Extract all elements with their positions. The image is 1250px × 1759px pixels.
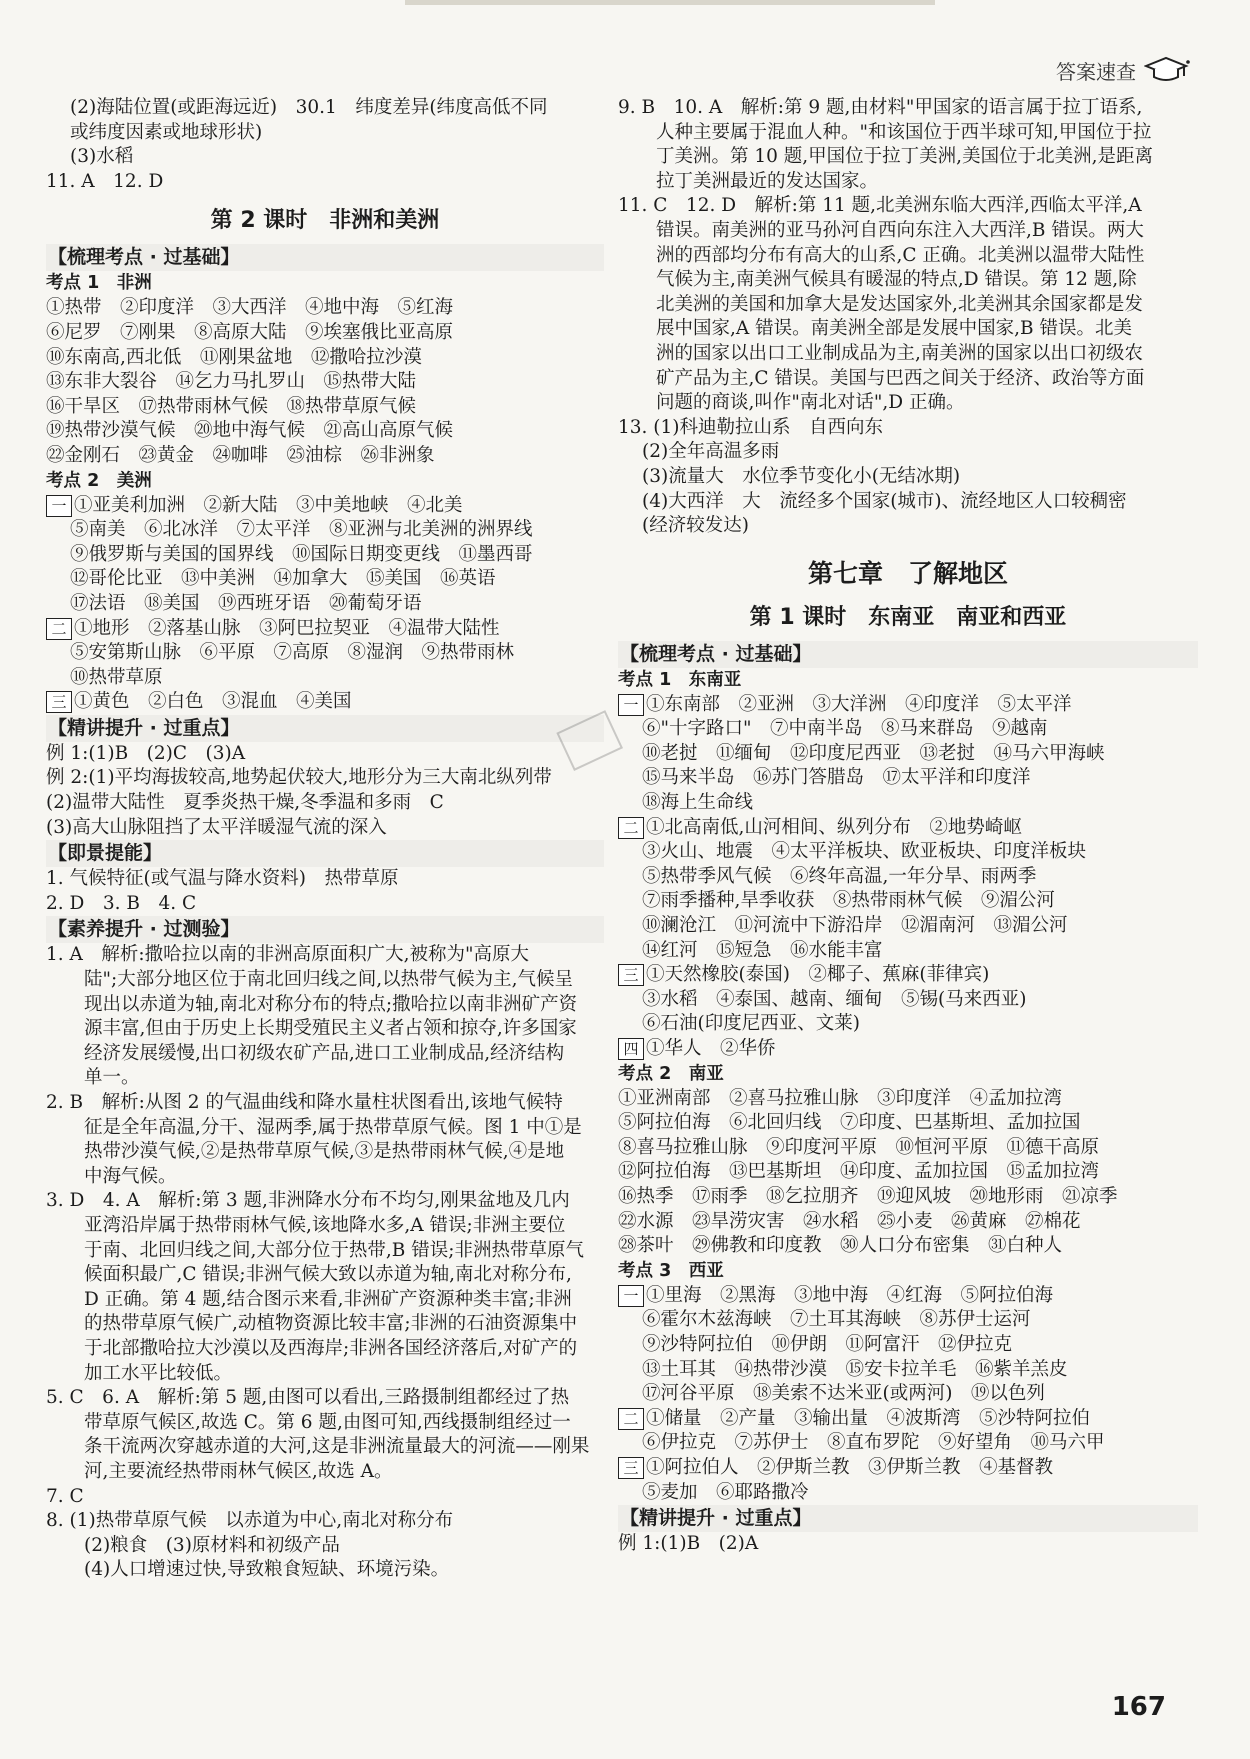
text-line: ⑰法语 ⑱美国 ⑲西班牙语 ⑳葡萄牙语 [70,592,422,614]
text-line: ㉒金刚石 ㉓黄金 ㉔咖啡 ㉕油棕 ㉖非洲象 [46,444,435,466]
answer-line: 13. (1)科迪勒拉山系 自西向东 [618,416,884,438]
group-mark: 二 [618,817,644,839]
text-line: ⑥霍尔木兹海峡 ⑦土耳其海峡 ⑧苏伊士运河 [642,1309,1031,1331]
group-mark: 二 [46,618,72,640]
answer-line: 洲的国家以出口工业制成品为主,南美洲的国家以出口初级农 [656,342,1143,364]
group-mark: 三 [46,691,72,713]
answer-line: 气候为主,南美洲气候具有暖湿的特点,D 错误。第 12 题,除 [656,269,1137,291]
answer-line: 展中国家,A 错误。南美洲全部是发展中国家,B 错误。北美 [656,318,1132,340]
text-line: ①地形 ②落基山脉 ③阿巴拉契亚 ④温带大陆性 [74,617,500,639]
right-column [618,96,1198,1557]
text-line: ①北高南低,山河相间、纵列分布 ②地势崎岖 [646,816,1022,838]
answer-line: (4)人口增速过快,导致粮食短缺、环境污染。 [84,1559,450,1581]
stamp-mark-icon [556,706,626,776]
answer-line: 丁美洲。第 10 题,甲国位于拉丁美洲,美国位于北美洲,是距离 [656,146,1153,168]
kaodian-title: 考点 1 非洲 [46,273,152,294]
text-line: ⑯热季 ⑰雨季 ⑱乞拉朋齐 ⑲迎风坡 ⑳地形雨 ㉑凉季 [618,1185,1118,1207]
text-line: ⑯干旱区 ⑰热带雨林气候 ⑱热带草原气候 [46,395,417,417]
kaodian-title: 考点 1 东南亚 [618,669,742,690]
text-line: ㉘茶叶 ㉙佛教和印度教 ㉚人口分布密集 ㉛白种人 [618,1235,1063,1257]
answer-line: 陆";大部分地区位于南北回归线之间,以热带气候为主,气候呈 [84,969,574,991]
text-line: ①阿拉伯人 ②伊斯兰教 ③伊斯兰教 ④基督教 [646,1456,1054,1478]
example-line: (2)温带大陆性 夏季炎热干燥,冬季温和多雨 C [46,792,444,814]
section-heading: 【素养提升 · 过测验】 [46,916,604,943]
answer-line: 于北部撒哈拉大沙漠以及西海岸;非洲各国经济落后,对矿产的 [84,1337,578,1359]
answer-line: 的热带草原气候广,动植物资源比较丰富;非洲的石油资源集中 [84,1313,578,1335]
text-line: ⑩热带草原 [70,666,163,688]
text-line: ⑲热带沙漠气候 ⑳地中海气候 ㉑高山高原气候 [46,420,454,442]
section-heading: 【梳理考点 · 过基础】 [46,244,604,271]
section-heading: 【梳理考点 · 过基础】 [618,641,1198,668]
text-line: ③火山、地震 ④太平洋板块、欧亚板块、印度洋板块 [642,841,1087,863]
text-line: ⑫阿拉伯海 ⑬巴基斯坦 ⑭印度、孟加拉国 ⑮孟加拉湾 [618,1161,1100,1183]
header-label: 答案速查 [1056,59,1136,84]
answer-line: 经济发展缓慢,出口初级农矿产品,进口工业制成品,经济结构 [84,1042,565,1064]
answer-line: 3. D 4. A 解析:第 3 题,非洲降水分布不均匀,刚果盆地及几内 [46,1190,570,1212]
text-line: ⑥伊拉克 ⑦苏伊士 ⑧直布罗陀 ⑨好望角 ⑩马六甲 [642,1432,1105,1454]
graduation-cap-icon [1144,55,1190,85]
text-line: ⑥"十字路口" ⑦中南半岛 ⑧马来群岛 ⑨越南 [642,718,1048,740]
answer-line: 拉丁美洲最近的发达国家。 [656,170,879,192]
answer-line: 带草原气候区,故选 C。第 6 题,由图可知,西线摄制组经过一 [84,1411,571,1433]
answer-line: 7. C [46,1485,84,1507]
answer-line: (3)流量大 水位季节变化小(无结冰期) [642,465,961,487]
text-line: ⑤麦加 ⑥耶路撒冷 [642,1481,809,1503]
answer-line: 北美洲的美国和加拿大是发达国家外,北美洲其余国家都是发 [656,293,1143,315]
text-line: (2)海陆位置(或距海远近) 30.1 纬度差异(纬度高低不同 [70,97,548,118]
lesson-title: 第 1 课时 东南亚 南亚和西亚 [749,604,1067,630]
answer-line: 候面积最广,C 错误;非洲气候大致以赤道为轴,南北对称分布, [84,1264,572,1286]
answer-line: 现出以赤道为轴,南北对称分布的特点;撒哈拉以南非洲矿产资 [84,993,578,1015]
text-line: ⑬东非大裂谷 ⑭乞力马扎罗山 ⑮热带大陆 [46,371,417,393]
answer-line: 错误。南美洲的亚马孙河自西向东注入大西洋,B 错误。两大 [656,219,1144,241]
text-line: ③水稻 ④泰国、越南、缅甸 ⑤锡(马来西亚) [642,988,1027,1010]
text-line: ⑥石油(印度尼西亚、文莱) [642,1013,860,1035]
kaodian-title: 考点 2 南亚 [618,1063,724,1084]
group-mark: 一 [618,1285,644,1307]
answer-line: 矿产品为主,C 错误。美国与巴西之间关于经济、政治等方面 [656,367,1145,389]
text-line: ⑫哥伦比亚 ⑬中美洲 ⑭加拿大 ⑮美国 ⑯英语 [70,568,496,590]
text-line: ⑮马来半岛 ⑯苏门答腊岛 ⑰太平洋和印度洋 [642,767,1031,789]
answer-line: 1. 气候特征(或气温与降水资料) 热带草原 [46,868,399,890]
text-line: ⑩老挝 ⑪缅甸 ⑫印度尼西亚 ⑬老挝 ⑭马六甲海峡 [642,742,1105,764]
left-column [46,96,604,1583]
top-edge-strip [0,0,1250,10]
answer-line: 2. B 解析:从图 2 的气温曲线和降水量柱状图看出,该地气候特 [46,1092,563,1113]
group-mark: 一 [46,495,72,517]
text-line: ⑤阿拉伯海 ⑥北回归线 ⑦印度、巴基斯坦、孟加拉国 [618,1112,1081,1134]
text-line: ①天然橡胶(泰国) ②椰子、蕉麻(菲律宾) [646,964,990,986]
text-line: ㉒水源 ㉓旱涝灾害 ㉔水稻 ㉕小麦 ㉖黄麻 ㉗棉花 [618,1210,1081,1232]
example-line: 例 2:(1)平均海拔较高,地势起伏较大,地形分为三大南北纵列带 [46,767,552,789]
text-line: ⑭红河 ⑮短急 ⑯水能丰富 [642,939,883,961]
answer-line: 人种主要属于混血人种。"和该国位于西半球可知,甲国位于拉 [656,121,1152,143]
text-line: ⑱海上生命线 [642,792,754,814]
example-line: (3)高大山脉阻挡了太平洋暖湿气流的深入 [46,816,387,838]
answer-line: 问题的商谈,叫作"南北对话",D 正确。 [656,392,965,414]
group-mark: 一 [618,694,644,716]
answer-line: (2)全年高温多雨 [642,441,780,463]
chapter-title: 第七章 了解地区 [807,558,1008,588]
answer-line: 河,主要流经热带雨林气候区,故选 A。 [84,1460,393,1482]
answer-line: 热带沙漠气候,②是热带草原气候,③是热带雨林气候,④是地 [84,1141,565,1163]
text-line: ⑥尼罗 ⑦刚果 ⑧高原大陆 ⑨埃塞俄比亚高原 [46,321,454,343]
text-line: ⑨沙特阿拉伯 ⑩伊朗 ⑪阿富汗 ⑫伊拉克 [642,1333,1013,1355]
group-mark: 二 [618,1408,644,1430]
text-line: ①东南部 ②亚洲 ③大洋洲 ④印度洋 ⑤太平洋 [646,693,1072,715]
answer-line: 1. A 解析:撒哈拉以南的非洲高原面积广大,被称为"高原大 [46,944,530,966]
text-line: ⑦雨季播种,旱季收获 ⑧热带雨林气候 ⑨湄公河 [642,890,1055,912]
section-heading: 【精讲提升 · 过重点】 [46,715,604,742]
header [1056,55,1190,85]
text-line: ①黄色 ②白色 ③混血 ④美国 [74,691,352,713]
answer-line: 源丰富,但由于历史上长期受殖民主义者占领和掠夺,许多国家 [84,1018,577,1040]
answer-line: 亚湾沿岸属于热带雨林气候,该地降水多,A 错误;非洲主要位 [84,1214,566,1236]
text-line: ⑨俄罗斯与美国的国界线 ⑩国际日期变更线 ⑪墨西哥 [70,543,533,565]
text-line: ①华人 ②华侨 [646,1038,776,1059]
group-mark: 三 [618,1457,644,1479]
text-line: ①热带 ②印度洋 ③大西洋 ④地中海 ⑤红海 [46,297,454,319]
answer-line: 5. C 6. A 解析:第 5 题,由图可以看出,三路摄制组都经过了热 [46,1387,570,1409]
answer-line: 加工水平比较低。 [84,1362,233,1384]
section-heading: 【精讲提升 · 过重点】 [618,1505,1198,1532]
answer-line: 11. C 12. D 解析:第 11 题,北美洲东临大西洋,西临太平洋,A [618,195,1142,217]
answer-line: 11. A 12. D [46,170,164,192]
text-line: ⑰河谷平原 ⑱美索不达米亚(或两河) ⑲以色列 [642,1383,1045,1405]
answer-line: 单一。 [84,1067,140,1089]
lesson-title: 第 2 课时 非洲和美洲 [210,208,440,234]
text-line: ⑤南美 ⑥北冰洋 ⑦太平洋 ⑧亚洲与北美洲的洲界线 [70,519,533,541]
text-line: ①储量 ②产量 ③输出量 ④波斯湾 ⑤沙特阿拉伯 [646,1407,1091,1429]
answer-line: 洲的西部均分布有高大的山系,C 正确。北美洲以温带大陆性 [656,244,1145,266]
text-line: (3)水稻 [70,146,134,168]
kaodian-title: 考点 2 美洲 [46,470,152,491]
text-line: ⑧喜马拉雅山脉 ⑨印度河平原 ⑩恒河平原 ⑪德干高原 [618,1136,1100,1158]
answer-line: 条干流两次穿越赤道的大河,这是非洲流量最大的河流——刚果 [84,1436,590,1458]
group-mark: 三 [618,964,644,986]
text-line: ⑩澜沧江 ⑪河流中下游沿岸 ⑫湄南河 ⑬湄公河 [642,915,1068,937]
text-line: ①亚美利加洲 ②新大陆 ③中美地峡 ④北美 [74,494,463,516]
text-line: ①里海 ②黑海 ③地中海 ④红海 ⑤阿拉伯海 [646,1284,1054,1306]
text-line: ①亚洲南部 ②喜马拉雅山脉 ③印度洋 ④孟加拉湾 [618,1087,1063,1109]
text-line: ⑩东南高,西北低 ⑪刚果盆地 ⑫撒哈拉沙漠 [46,346,422,368]
answer-line: 于南、北回归线之间,大部分位于热带,B 错误;非洲热带草原气 [84,1239,584,1261]
answer-line: 征是全年高温,分干、湿两季,属于热带草原气候。图 1 中①是 [84,1116,582,1138]
example-line: 例 1:(1)B (2)C (3)A [46,742,246,764]
page-number: 167 [1111,1692,1166,1722]
text-line: ⑬土耳其 ⑭热带沙漠 ⑮安卡拉羊毛 ⑯紫羊羔皮 [642,1358,1068,1380]
answer-line: 8. (1)热带草原气候 以赤道为中心,南北对称分布 [46,1510,454,1532]
text-line: ⑤热带季风气候 ⑥终年高温,一年分旱、雨两季 [642,865,1037,887]
text-line: ⑤安第斯山脉 ⑥平原 ⑦高原 ⑧湿润 ⑨热带雨林 [70,642,515,664]
group-mark: 四 [618,1038,644,1060]
answer-line: 9. B 10. A 解析:第 9 题,由材料"甲国家的语言属于拉丁语系, [618,97,1143,118]
answer-line: (4)大西洋 大 流经多个国家(城市)、流经地区人口较稠密 [642,490,1127,512]
text-line: 或纬度因素或地球形状) [70,121,263,143]
answer-line: D 正确。第 4 题,结合图示来看,非洲矿产资源种类丰富;非洲 [84,1288,572,1310]
answer-line: 中海气候。 [84,1165,177,1187]
kaodian-title: 考点 3 西亚 [618,1260,724,1281]
section-heading: 【即景提能】 [46,840,604,867]
answer-line: 2. D 3. B 4. C [46,892,197,914]
example-line: 例 1:(1)B (2)A [618,1533,759,1555]
answer-line: (2)粮食 (3)原材料和初级产品 [84,1534,340,1556]
answer-line: (经济较发达) [642,515,749,537]
